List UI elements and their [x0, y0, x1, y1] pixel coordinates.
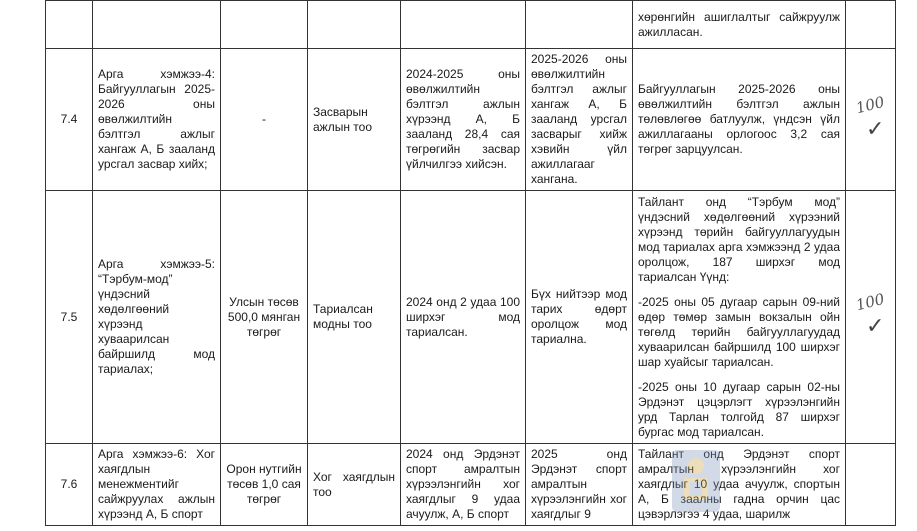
- result-cell: [633, 1, 846, 49]
- baseline-cell: [401, 1, 526, 49]
- result-cell: [633, 49, 846, 191]
- result-paragraph: -2025 оны 05 дугаар сарын 09-ний өдөр төмөр замын вокзалын ойн төгөлд төрийн байгууллагуудад хуваарилсан байршилд 100 ширхэг шар хуайсыг тариалсан.: [638, 294, 840, 369]
- score-cell: [846, 1, 896, 49]
- target-cell: 2025-2026 оны өвөлжилтийн бэлтгэл ажлыг хангаж А, Б зааланд урсгал засварыг хийж хэвийн үйл ажиллагааг хангана.: [526, 49, 633, 191]
- budget-cell: -: [221, 49, 308, 191]
- table-row: [46, 191, 896, 444]
- table-row: [46, 49, 896, 191]
- score-cell: [846, 444, 896, 526]
- target-cell: [526, 1, 633, 49]
- indicator-cell: Хог хаягдлын тоо: [308, 444, 401, 526]
- handwritten-score: 100: [854, 92, 887, 117]
- score-cell: [846, 49, 896, 191]
- table-row: [46, 444, 896, 526]
- budget-cell: Орон нутгийн төсөв 1,0 сая төгрөг: [221, 444, 308, 526]
- baseline-cell: 2024-2025 оны өвөлжилтийн бэлтгэл ажлын хүрээнд А, Б зааланд 28,4 сая төгрөгийн засвар үйлчилгээ хийсэн.: [401, 49, 526, 191]
- row-number: 7.6: [46, 444, 93, 526]
- report-table: [45, 0, 896, 526]
- score-cell: [846, 191, 896, 444]
- row-number: [46, 1, 93, 49]
- action-cell: Арга хэмжээ-6: Хог хаягдлын менежментийг сайжруулах ажлын хүрээнд А, Б спорт: [93, 444, 221, 526]
- target-cell: Бүх нийтээр мод тарих өдөрт оролцож мод тариална.: [526, 191, 633, 444]
- indicator-cell: [308, 1, 401, 49]
- result-paragraph: Байгууллагын 2025-2026 оны өвөлжилтийн бэлтгэл ажлын төлөвлөгөө батлуулж, үндсэн үйл ажиллагааны орлогоос 3,2 сая төгрөг зарцуулсан.: [638, 82, 840, 156]
- check-mark-icon: ✓: [866, 314, 885, 339]
- indicator-cell: Засварын ажлын тоо: [308, 49, 401, 191]
- result-paragraph: хөрөнгийн ашиглалтыг сайжруулж ажилласан.: [638, 9, 840, 39]
- row-number: 7.4: [46, 49, 93, 191]
- budget-cell: Улсын төсөв 500,0 мянган төгрөг: [221, 191, 308, 444]
- baseline-cell: 2024 онд 2 удаа 100 ширхэг мод тариалсан.: [401, 191, 526, 444]
- row-number: 7.5: [46, 191, 93, 444]
- result-paragraph: Тайлант онд “Тэрбум мод” үндэсний хөдөлгөөний хүрээний хүрээнд төрийн байгууллагуудын мод тариалах арга хэмжээнд 2 удаа оролцож, 187 ширхэг мод тариалсан Үүнд:: [638, 194, 840, 284]
- handwritten-score: 100: [854, 289, 887, 315]
- state-seal-watermark-icon: [668, 446, 724, 516]
- result-cell: [633, 191, 846, 444]
- result-paragraph: Тайлант онд Эрдэнэт спорт амралтын хүрээлэнгийн хог хаягдлыг 10 удаа ачуулж, спортын А, Б заалны гадна орчин цас цэвэрлэгээ 4 удаа, шарилж: [638, 447, 840, 521]
- action-cell: [93, 1, 221, 49]
- result-paragraph: -2025 оны 10 дугаар сарын 02-ны Эрдэнэт цэцэрлэгт хүрээлэнгийн урд Тарлан толгойд 87 ширхэг бургас мод тариалсан.: [638, 379, 840, 439]
- table-row: [46, 1, 896, 49]
- budget-cell: [221, 1, 308, 49]
- result-cell: [633, 444, 846, 526]
- check-mark-icon: ✓: [866, 116, 885, 142]
- indicator-cell: Тариалсан модны тоо: [308, 191, 401, 444]
- action-cell: Арга хэмжээ-4: Байгууллагын 2025-2026 оны өвөлжилтийн бэлтгэл ажлыг хангаж А, Б зааланд урсгал засвар хийх;: [93, 49, 221, 191]
- action-cell: Арга хэмжээ-5: “Тэрбум-мод” үндэсний хөдөлгөөний хүрээнд хуваарилсан байршилд мод тариалах;: [93, 191, 221, 444]
- target-cell: 2025 онд Эрдэнэт спорт амралтын хүрээлэнгийн хог хаягдлыг 9: [526, 444, 633, 526]
- baseline-cell: 2024 онд Эрдэнэт спорт амралтын хүрээлэнгийн хог хаягдлыг 9 удаа ачуулж, А, Б спорт: [401, 444, 526, 526]
